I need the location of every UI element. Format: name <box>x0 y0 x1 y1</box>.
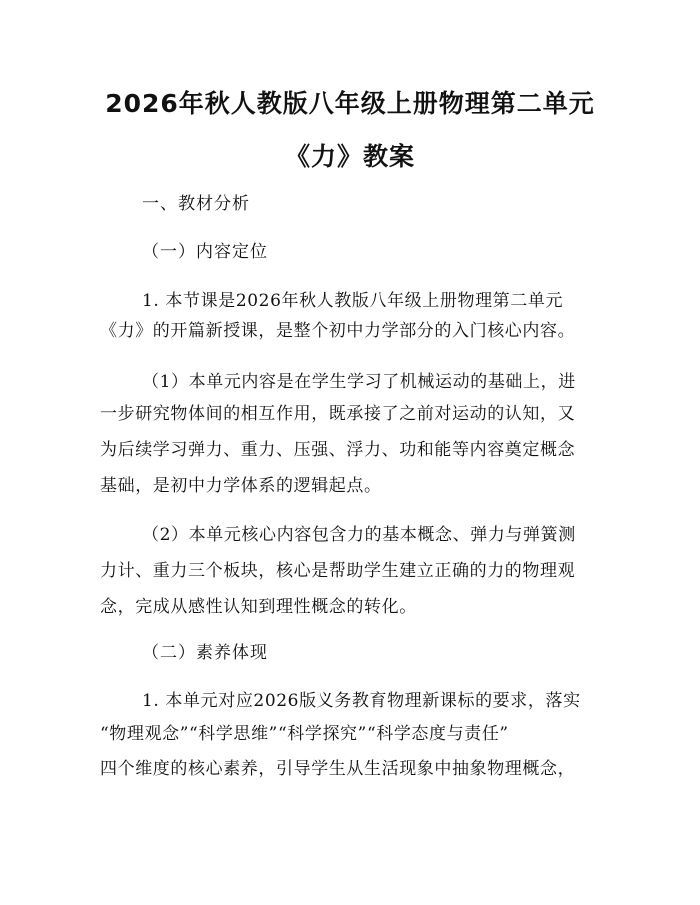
paragraph-2-line-3: 为后续学习弹力、重力、压强、浮力、功和能等内容奠定概念 <box>100 440 576 460</box>
paragraph-3-line-3: 念，完成从感性认知到理性概念的转化。 <box>100 597 417 617</box>
paragraph-4-line-1: 1. 本单元对应2026版义务教育物理新课标的要求，落实 <box>142 691 581 711</box>
paragraph-4-line-2: “物理观念”“科学思维”“科学探究”“科学态度与责任” <box>100 724 509 744</box>
paragraph-1-line-1: 1. 本节课是2026年秋人教版八年级上册物理第二单元 <box>142 291 564 311</box>
subsection-heading-content-positioning: （一）内容定位 <box>142 242 268 262</box>
paragraph-2-line-1: （1）本单元内容是在学生学习了机械运动的基础上，进 <box>142 372 576 392</box>
paragraph-1-line-2: 《力》的开篇新授课，是整个初中力学部分的入门核心内容。 <box>100 321 576 341</box>
document-title-line-1: 2026年秋人教版八年级上册物理第二单元 <box>105 89 595 118</box>
paragraph-4-line-3: 四个维度的核心素养，引导学生从生活现象中抽象物理概念， <box>100 759 576 779</box>
paragraph-3-line-2: 力计、重力三个板块，核心是帮助学生建立正确的力的物理观 <box>100 561 576 581</box>
document-title-line-2: 《力》教案 <box>284 142 415 171</box>
subsection-heading-literacy: （二）素养体现 <box>142 643 268 663</box>
paragraph-2-line-4: 基础，是初中力学体系的逻辑起点。 <box>100 476 382 496</box>
paragraph-2-line-2: 一步研究物体间的相互作用，既承接了之前对运动的认知，又 <box>100 404 576 424</box>
paragraph-3-line-1: （2）本单元核心内容包含力的基本概念、弹力与弹簧测 <box>142 525 576 545</box>
section-heading-textbook-analysis: 一、教材分析 <box>142 194 250 214</box>
